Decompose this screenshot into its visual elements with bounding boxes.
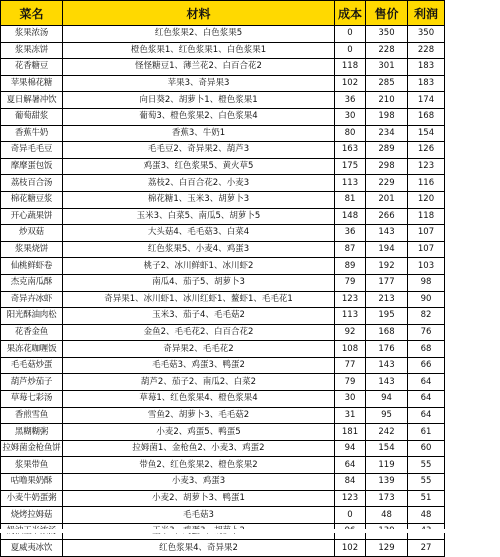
price-cell: 194	[366, 241, 408, 258]
profit-cell: 61	[408, 424, 445, 441]
header-dish-name: 菜名	[1, 1, 63, 26]
ingredients-cell: 奇异果2、毛毛花2	[63, 341, 335, 358]
cost-cell: 0	[335, 42, 366, 59]
header-cost: 成本	[335, 1, 366, 26]
cost-cell: 113	[335, 308, 366, 325]
cost-cell: 81	[335, 191, 366, 208]
cost-cell: 36	[335, 92, 366, 109]
profit-cell: 183	[408, 75, 445, 92]
profit-cell: 66	[408, 357, 445, 374]
dish-name-cell: 香蕉牛奶	[1, 125, 63, 142]
dish-name-cell: 浆果浓汤	[1, 26, 63, 43]
cost-cell: 77	[335, 357, 366, 374]
price-cell: 213	[366, 291, 408, 308]
table-row	[1, 26, 445, 43]
cost-cell: 175	[335, 158, 366, 175]
profit-cell: 103	[408, 258, 445, 275]
dish-name-cell: 拉姆菌金枪鱼饼	[1, 440, 63, 457]
cost-cell: 89	[335, 258, 366, 275]
profit-cell: 55	[408, 457, 445, 474]
price-cell: 173	[366, 490, 408, 507]
table-row	[1, 440, 445, 457]
ingredients-cell: 小麦2、鸡蛋5、鸭蛋5	[63, 424, 335, 441]
table-row	[1, 374, 445, 391]
profit-cell: 154	[408, 125, 445, 142]
cost-cell: 108	[335, 341, 366, 358]
profit-cell: 107	[408, 225, 445, 242]
dish-name-cell: 夏日解暑冲饮	[1, 92, 63, 109]
price-cell: 285	[366, 75, 408, 92]
crop-edge	[0, 529, 500, 533]
ingredients-cell: 玉米3、白菜5、南瓜5、胡萝卜5	[63, 208, 335, 225]
dish-name-cell: 黑糊糊粥	[1, 424, 63, 441]
ingredients-cell: 毛毛菇3	[63, 507, 335, 524]
cost-cell: 79	[335, 274, 366, 291]
profit-cell: 68	[408, 341, 445, 358]
price-cell: 177	[366, 274, 408, 291]
price-cell: 350	[366, 26, 408, 43]
dish-name-cell: 小麦牛奶蛋粥	[1, 490, 63, 507]
price-cell: 95	[366, 407, 408, 424]
dish-name-cell: 荔枝百合汤	[1, 175, 63, 192]
profit-cell: 126	[408, 142, 445, 159]
table-row	[1, 59, 445, 76]
cost-cell: 118	[335, 59, 366, 76]
table-row	[1, 407, 445, 424]
table-row	[1, 357, 445, 374]
price-cell: 198	[366, 108, 408, 125]
ingredients-cell: 金鱼2、毛毛花2、白百合花2	[63, 324, 335, 341]
table-row	[1, 92, 445, 109]
cost-cell: 36	[335, 225, 366, 242]
table-row	[1, 75, 445, 92]
cost-cell: 113	[335, 175, 366, 192]
table-row	[1, 225, 445, 242]
price-cell: 234	[366, 125, 408, 142]
cost-cell: 30	[335, 391, 366, 408]
ingredients-cell: 南瓜4、茄子5、胡萝卜3	[63, 274, 335, 291]
table-row	[1, 142, 445, 159]
table-row	[1, 241, 445, 258]
price-cell: 129	[366, 540, 408, 557]
dish-name-cell: 花香糖豆	[1, 59, 63, 76]
table-row	[1, 490, 445, 507]
ingredients-cell: 小麦2、胡萝卜3、鸭蛋1	[63, 490, 335, 507]
price-cell: 195	[366, 308, 408, 325]
price-cell: 143	[366, 225, 408, 242]
price-cell: 301	[366, 59, 408, 76]
dish-name-cell: 夏威夷冰饮	[1, 540, 63, 557]
profit-cell: 90	[408, 291, 445, 308]
profit-cell: 48	[408, 507, 445, 524]
dish-name-cell: 草莓七彩汤	[1, 391, 63, 408]
dish-name-cell: 浆果烧饼	[1, 241, 63, 258]
table-row	[1, 191, 445, 208]
table-row	[1, 391, 445, 408]
profit-cell: 174	[408, 92, 445, 109]
price-cell: 229	[366, 175, 408, 192]
price-cell: 242	[366, 424, 408, 441]
dish-name-cell: 奇异毛毛豆	[1, 142, 63, 159]
ingredients-cell: 毛毛豆2、奇异果2、葫芦3	[63, 142, 335, 159]
dish-name-cell: 葫芦炒茄子	[1, 374, 63, 391]
profit-cell: 64	[408, 374, 445, 391]
dish-name-cell: 仙桃鲜虾卷	[1, 258, 63, 275]
profit-cell: 60	[408, 440, 445, 457]
dish-name-cell: 香煎雪鱼	[1, 407, 63, 424]
ingredients-cell: 奇异果1、冰川虾1、冰川红虾1、鳌虾1、毛毛花1	[63, 291, 335, 308]
price-cell: 192	[366, 258, 408, 275]
cost-cell: 0	[335, 26, 366, 43]
ingredients-cell: 草莓1、红色浆果4、橙色浆果4	[63, 391, 335, 408]
table-row	[1, 108, 445, 125]
profit-cell: 228	[408, 42, 445, 59]
header-price: 售价	[366, 1, 408, 26]
ingredients-cell: 香蕉3、牛奶1	[63, 125, 335, 142]
cost-cell: 123	[335, 291, 366, 308]
price-cell: 289	[366, 142, 408, 159]
price-cell: 228	[366, 42, 408, 59]
price-cell: 143	[366, 374, 408, 391]
profit-cell: 55	[408, 474, 445, 491]
dish-name-cell: 烧烤拉姆菇	[1, 507, 63, 524]
cost-cell: 102	[335, 75, 366, 92]
header-profit: 利润	[408, 1, 445, 26]
table-row	[1, 258, 445, 275]
ingredients-cell: 雪鱼2、胡萝卜3、毛毛菇2	[63, 407, 335, 424]
profit-cell: 51	[408, 490, 445, 507]
cost-cell: 84	[335, 474, 366, 491]
profit-cell: 107	[408, 241, 445, 258]
table-body	[1, 26, 445, 557]
price-cell: 119	[366, 457, 408, 474]
profit-cell: 64	[408, 407, 445, 424]
price-cell: 266	[366, 208, 408, 225]
profit-cell: 123	[408, 158, 445, 175]
cost-cell: 148	[335, 208, 366, 225]
ingredients-cell: 向日葵2、胡萝卜1、橙色浆果1	[63, 92, 335, 109]
cost-cell: 181	[335, 424, 366, 441]
price-cell: 201	[366, 191, 408, 208]
dish-name-cell: 开心蔬果饼	[1, 208, 63, 225]
ingredients-cell: 棉花糖1、玉米3、胡萝卜3	[63, 191, 335, 208]
ingredients-cell: 小麦3、鸡蛋3	[63, 474, 335, 491]
dish-name-cell: 花香金鱼	[1, 324, 63, 341]
ingredients-cell: 红色浆果2、白色浆果5	[63, 26, 335, 43]
table-row	[1, 507, 445, 524]
cost-cell: 30	[335, 108, 366, 125]
ingredients-cell: 葫芦2、茄子2、南瓜2、白菜2	[63, 374, 335, 391]
price-cell: 210	[366, 92, 408, 109]
table-row	[1, 324, 445, 341]
profit-cell: 98	[408, 274, 445, 291]
table-row	[1, 291, 445, 308]
dish-name-cell: 杰克南瓜酥	[1, 274, 63, 291]
profit-cell: 82	[408, 308, 445, 325]
dish-name-cell: 苹果棉花糖	[1, 75, 63, 92]
dish-name-cell: 炒双菇	[1, 225, 63, 242]
ingredients-cell: 怪怪糖豆1、薄兰花2、白百合花2	[63, 59, 335, 76]
dish-name-cell: 奇异卉冰虾	[1, 291, 63, 308]
profit-cell: 183	[408, 59, 445, 76]
cost-cell: 0	[335, 507, 366, 524]
dish-name-cell: 果冻花咖喱饭	[1, 341, 63, 358]
ingredients-cell: 红色浆果4、奇异果2	[63, 540, 335, 557]
ingredients-cell: 带鱼2、红色浆果2、橙色浆果2	[63, 457, 335, 474]
profit-cell: 76	[408, 324, 445, 341]
cost-cell: 79	[335, 374, 366, 391]
cost-cell: 31	[335, 407, 366, 424]
cost-cell: 102	[335, 540, 366, 557]
price-cell: 168	[366, 324, 408, 341]
ingredients-cell: 苹果3、奇异果3	[63, 75, 335, 92]
ingredients-cell: 拉姆菌1、金枪鱼2、小麦3、鸡蛋2	[63, 440, 335, 457]
profit-cell: 168	[408, 108, 445, 125]
table-row	[1, 158, 445, 175]
dish-name-cell: 咕噜果奶酥	[1, 474, 63, 491]
table-row	[1, 308, 445, 325]
table-row	[1, 274, 445, 291]
cost-cell: 123	[335, 490, 366, 507]
dish-name-cell: 浆果带鱼	[1, 457, 63, 474]
dish-name-cell: 葡萄甜浆	[1, 108, 63, 125]
dish-name-cell: 摩摩蛋包饭	[1, 158, 63, 175]
profit-cell: 116	[408, 175, 445, 192]
table-row	[1, 125, 445, 142]
table-row	[1, 424, 445, 441]
price-cell: 139	[366, 474, 408, 491]
price-cell: 176	[366, 341, 408, 358]
table-row	[1, 175, 445, 192]
header-ingredients: 材料	[63, 1, 335, 26]
profit-cell: 64	[408, 391, 445, 408]
ingredients-cell: 玉米3、茄子4、毛毛菇2	[63, 308, 335, 325]
price-cell: 298	[366, 158, 408, 175]
cost-cell: 94	[335, 440, 366, 457]
profit-cell: 27	[408, 540, 445, 557]
ingredients-cell: 荔枝2、白百合花2、小麦3	[63, 175, 335, 192]
ingredients-cell: 桃子2、冰川鲜虾1、冰川虾2	[63, 258, 335, 275]
ingredients-cell: 葡萄3、橙色浆果2、白色浆果4	[63, 108, 335, 125]
price-cell: 94	[366, 391, 408, 408]
header-row	[1, 1, 445, 26]
ingredients-cell: 鸡蛋3、红色浆果5、黄火草5	[63, 158, 335, 175]
dish-name-cell: 棉花糖豆浆	[1, 191, 63, 208]
price-cell: 48	[366, 507, 408, 524]
table-row	[1, 42, 445, 59]
price-cell: 154	[366, 440, 408, 457]
ingredients-cell: 红色浆果5、小麦4、鸡蛋3	[63, 241, 335, 258]
table-row	[1, 341, 445, 358]
cost-cell: 64	[335, 457, 366, 474]
profit-cell: 350	[408, 26, 445, 43]
cost-cell: 80	[335, 125, 366, 142]
cost-cell: 163	[335, 142, 366, 159]
cost-cell: 92	[335, 324, 366, 341]
table-row	[1, 540, 445, 557]
price-cell: 143	[366, 357, 408, 374]
dish-name-cell: 阳光酥油肉松	[1, 308, 63, 325]
dish-name-cell: 毛毛菇炒蛋	[1, 357, 63, 374]
table-row	[1, 208, 445, 225]
ingredients-cell: 橙色浆果1、红色浆果1、白色浆果1	[63, 42, 335, 59]
cost-cell: 87	[335, 241, 366, 258]
table-row	[1, 457, 445, 474]
table-row	[1, 474, 445, 491]
profit-cell: 120	[408, 191, 445, 208]
ingredients-cell: 大头菇4、毛毛菇3、白菜4	[63, 225, 335, 242]
dish-name-cell: 浆果冻饼	[1, 42, 63, 59]
ingredients-cell: 毛毛菇3、鸡蛋3、鸭蛋2	[63, 357, 335, 374]
profit-cell: 118	[408, 208, 445, 225]
